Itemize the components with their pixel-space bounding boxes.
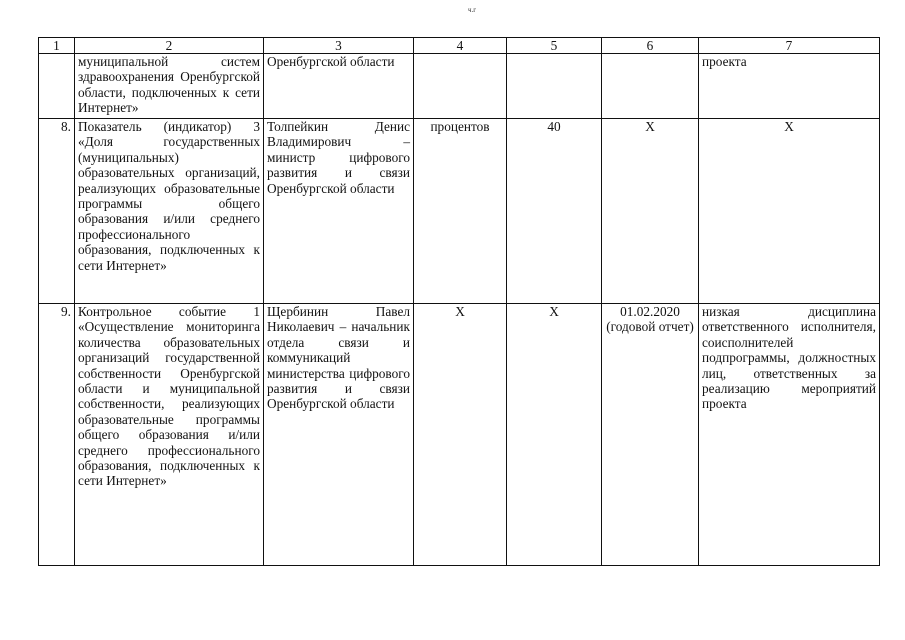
row-number: 8. — [39, 119, 75, 304]
row-risks: низкая дисциплина ответственного исполнителя, соисполнителей подпрограммы, должностных лиц, ответственных за реализацию мероприятий проекта — [699, 304, 880, 566]
column-header: 6 — [602, 38, 699, 54]
row-number: 9. — [39, 304, 75, 566]
table-row — [39, 54, 880, 119]
row-unit — [414, 54, 507, 119]
row-name: Показатель (индикатор) 3 «Доля государственных (муниципальных) образовательных организаций, реализующих образовательные программы общего образования и/или среднего профессионального образования, подключенных к сети Интернет» — [75, 119, 264, 304]
row-responsible: Оренбургской области — [264, 54, 414, 119]
row-risks: проекта — [699, 54, 880, 119]
row-value: Х — [507, 304, 602, 566]
column-header: 1 — [39, 38, 75, 54]
row-deadline — [602, 54, 699, 119]
column-header: 2 — [75, 38, 264, 54]
row-value — [507, 54, 602, 119]
column-number-row — [39, 38, 880, 54]
row-unit: Х — [414, 304, 507, 566]
plan-table — [38, 37, 880, 566]
column-header: 5 — [507, 38, 602, 54]
table-row — [39, 304, 880, 566]
row-risks: Х — [699, 119, 880, 304]
column-header: 3 — [264, 38, 414, 54]
column-header: 7 — [699, 38, 880, 54]
row-deadline: Х — [602, 119, 699, 304]
row-name: муниципальной систем здравоохранения Оренбургской области, подключенных к сети Интернет» — [75, 54, 264, 119]
row-deadline: 01.02.2020 (годовой отчет) — [602, 304, 699, 566]
row-name: Контрольное событие 1 «Осуществление мониторинга количества образовательных организаций государственной собственности Оренбургской области и муниципальной собственности, реализующих образовательные программы общего образования и/или среднего профессионального образования, подключенных к сети Интернет» — [75, 304, 264, 566]
row-value: 40 — [507, 119, 602, 304]
row-unit: процентов — [414, 119, 507, 304]
table-row — [39, 119, 880, 304]
page-number-mark: ч.г — [468, 6, 477, 14]
row-responsible: Толпейкин Денис Владимирович – министр цифрового развития и связи Оренбургской области — [264, 119, 414, 304]
row-responsible: Щербинин Павел Николаевич – начальник отдела связи и коммуникаций министерства цифрового развития и связи Оренбургской области — [264, 304, 414, 566]
row-number — [39, 54, 75, 119]
column-header: 4 — [414, 38, 507, 54]
